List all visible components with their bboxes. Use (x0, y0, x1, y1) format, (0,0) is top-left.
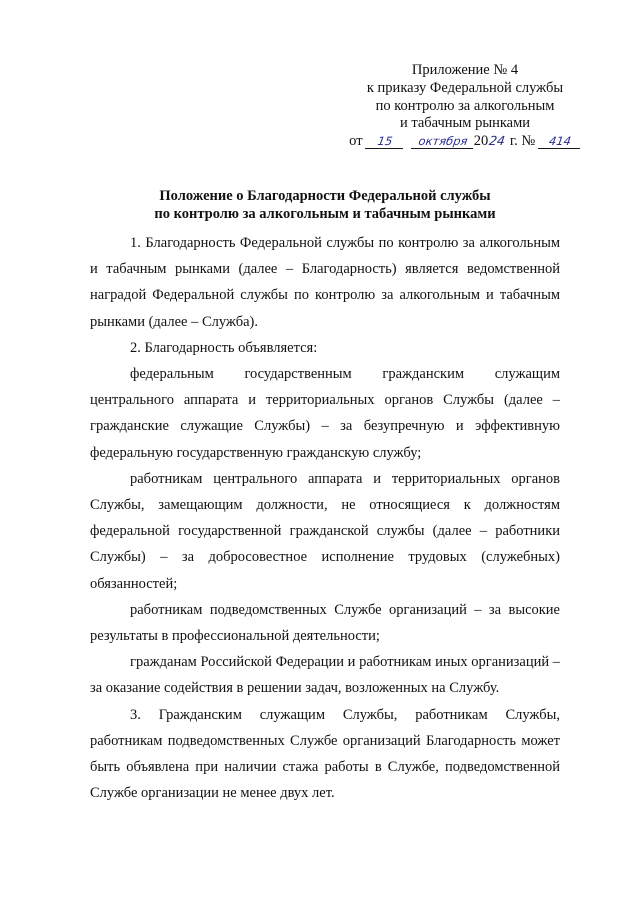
date-prefix: от (349, 133, 363, 150)
handwritten-order-number: 414 (538, 134, 582, 149)
order-reference-line-3: и табачным рынками (399, 115, 531, 132)
handwritten-day: 15 (365, 134, 405, 149)
handwritten-year: 24 (488, 133, 507, 149)
year-prefix: 20 (473, 133, 489, 150)
paragraph-6: гражданам Российской Федерации и работникам иных организаций – за оказание содействия в решении задач, возложенных на Службу. (90, 654, 560, 697)
paragraph-7: 3. Гражданским служащим Службы, работникам Службы, работникам подведомственных Службе организаций Благодарность может быть объявлена при наличии стажа работы в Службе, подведомственной Службе организации не менее двух лет. (90, 706, 560, 802)
paragraph-5: работникам подведомственных Службе организаций – за высокие результаты в профессиональной деятельности; (90, 601, 560, 645)
appendix-number: Приложение № 4 (411, 62, 519, 78)
order-reference-line-1: к приказу Федеральной службы (366, 79, 564, 96)
document-body (90, 230, 560, 806)
document-title (100, 188, 550, 223)
title-line-1: Положение о Благодарности Федеральной службы (159, 188, 491, 204)
appendix-header (345, 62, 585, 151)
paragraph-4: работникам центрального аппарата и территориальных органов Службы, замещающим должности, не относящиеся к должностям федеральной государственной гражданской службы (далее – работники Службы) – за добросовестное исполнение трудовых (служебных) обязанностей; (90, 470, 560, 592)
paragraph-2: 2. Благодарность объявляется: (130, 339, 318, 356)
paragraph-1: 1. Благодарность Федеральной службы по контролю за алкогольным и табачным рынками (далее – Благодарность) является ведомственной наградой Федеральной службы по контролю за алкогольным и табачным рынками (далее – Служба). (90, 235, 560, 330)
title-line-2: по контролю за алкогольным и табачным рынками (154, 205, 496, 222)
order-date-line (345, 133, 585, 151)
year-label: г. (509, 133, 518, 150)
number-label: № (521, 133, 536, 150)
order-reference-line-2: по контролю за алкогольным (375, 97, 555, 114)
paragraph-3: федеральным государственным гражданским служащим центрального аппарата и территориальных органов Службы (далее – гражданские служащие Службы) – за безупречную и эффективную федеральную государственную гражданскую службу; (90, 366, 560, 461)
handwritten-month: октября (411, 134, 475, 149)
